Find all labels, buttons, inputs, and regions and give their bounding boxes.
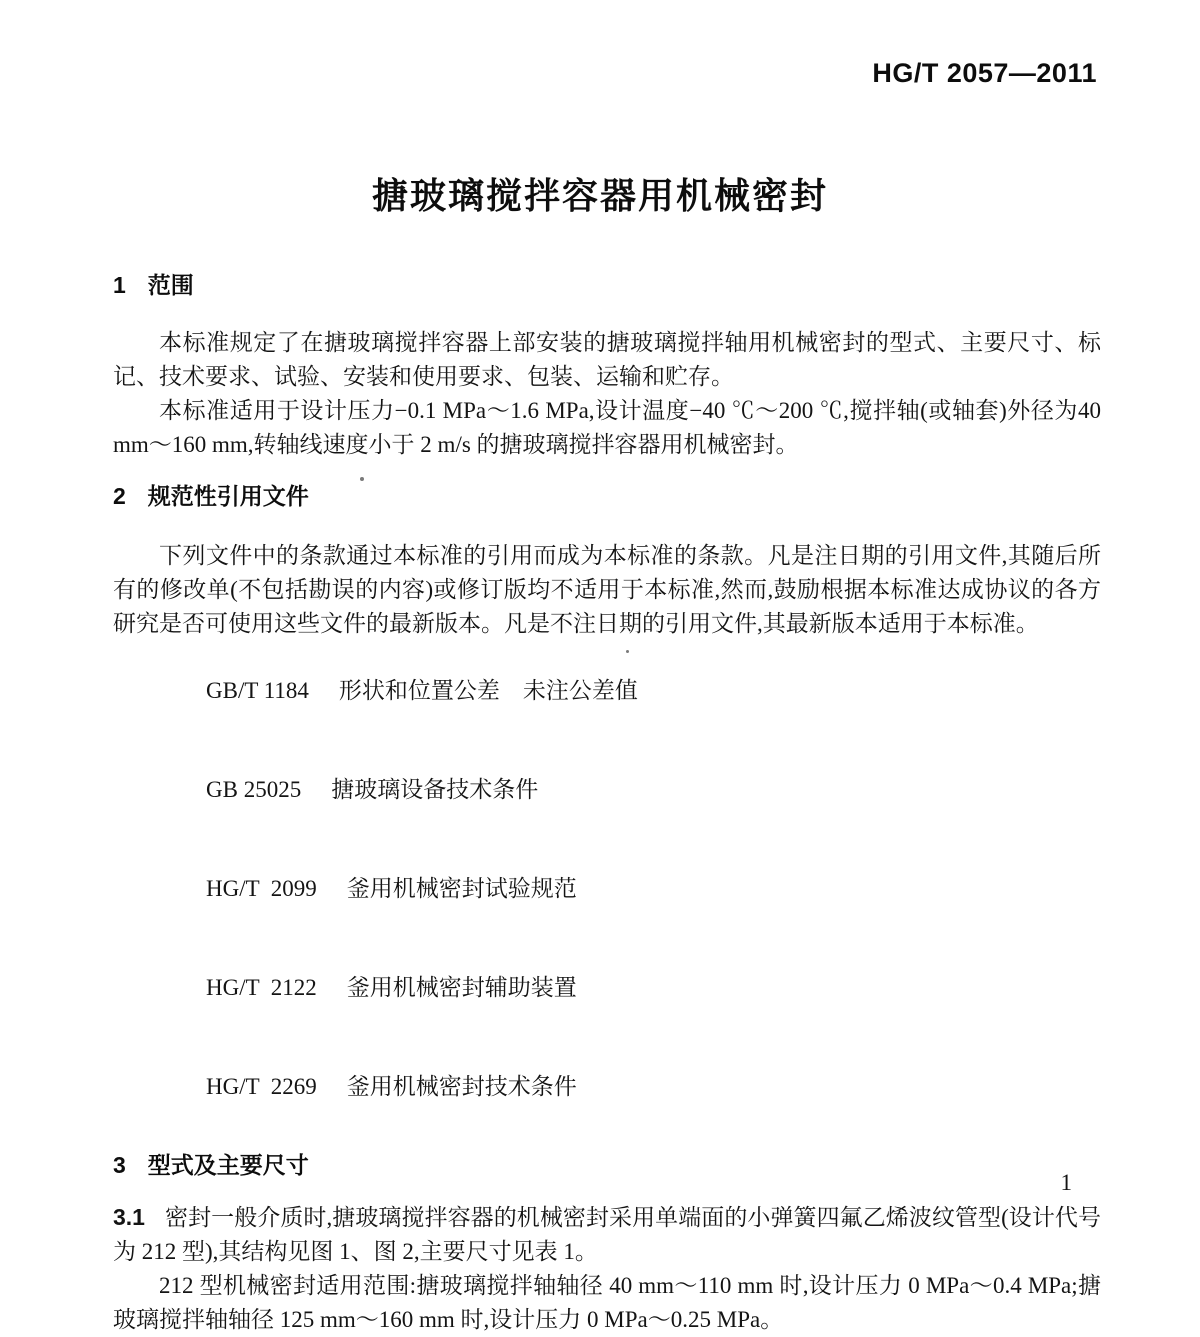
section-2-intro: 下列文件中的条款通过本标准的引用而成为本标准的条款。凡是注日期的引用文件,其随后所有的修改单(不包括勘误的内容)或修订版均不适用于本标准,然而,鼓励根据本标准达成协议的各方研究是否可使用这些文件的最新版本。凡是不注日期的引用文件,其最新版本适用于本标准。: [113, 543, 1101, 636]
section-2-heading: [113, 483, 1101, 509]
section-3-heading: [113, 1152, 1101, 1178]
reference-code: GB 25025: [206, 777, 302, 802]
standard-number: HG/T 2057—2011: [872, 58, 1097, 88]
reference-code: HG/T 2099: [206, 876, 317, 901]
section-3-number: 3: [113, 1152, 126, 1178]
reference-title: 釜用机械密封辅助装置: [346, 975, 577, 1000]
reference-code: GB/T 1184: [206, 678, 309, 703]
section-1-number: 1: [113, 272, 126, 298]
section-2-title: 规范性引用文件: [147, 483, 309, 509]
clause-3-1-number: 3.1: [113, 1204, 145, 1230]
section-1-heading: [113, 272, 1101, 298]
section-3-title: 型式及主要尺寸: [147, 1152, 309, 1178]
reference-title: 釜用机械密封试验规范: [346, 876, 577, 901]
section-3-paragraph-2: 212 型机械密封适用范围:搪玻璃搅拌轴轴径 40 mm～110 mm 时,设计压力 0 MPa～0.4 MPa;搪玻璃搅拌轴轴径 125 mm～160 mm 时,设计压力 0 MPa～0.25 MPa。: [113, 1273, 1101, 1332]
reference-title: 釜用机械密封技术条件: [346, 1074, 577, 1099]
normative-references-list: [160, 641, 1101, 1136]
page-number: 1: [1060, 1170, 1072, 1195]
section-2-number: 2: [113, 483, 126, 509]
clause-3-1-text: 密封一般介质时,搪玻璃搅拌容器的机械密封采用单端面的小弹簧四氟乙烯波纹管型(设计代号为 212 型),其结构见图 1、图 2,主要尺寸见表 1。: [113, 1205, 1101, 1264]
reference-code: HG/T 2269: [206, 1074, 317, 1099]
reference-item: [160, 641, 1101, 740]
section-1-paragraph-1: 本标准规定了在搪玻璃搅拌容器上部安装的搪玻璃搅拌轴用机械密封的型式、主要尺寸、标记、技术要求、试验、安装和使用要求、包装、运输和贮存。: [113, 330, 1101, 389]
document-title: 搪玻璃搅拌容器用机械密封: [371, 175, 828, 216]
clause-3-1: [113, 1200, 1101, 1269]
reference-item: [160, 938, 1101, 1037]
scan-speck: [626, 650, 629, 653]
reference-title: 形状和位置公差 未注公差值: [338, 678, 638, 703]
scan-speck: [360, 477, 364, 481]
section-1-title: 范围: [147, 272, 194, 298]
section-1-paragraph-2: 本标准适用于设计压力−0.1 MPa～1.6 MPa,设计温度−40 ℃～200 ℃,搅拌轴(或轴套)外径为40 mm～160 mm,转轴线速度小于 2 m/s 的搪玻璃搅拌容器用机械密封。: [113, 398, 1101, 457]
reference-item: [160, 1037, 1101, 1136]
reference-item: [160, 839, 1101, 938]
document-body: [113, 272, 1101, 1337]
reference-code: HG/T 2122: [206, 975, 317, 1000]
reference-item: [160, 740, 1101, 839]
reference-title: 搪玻璃设备技术条件: [331, 777, 539, 802]
